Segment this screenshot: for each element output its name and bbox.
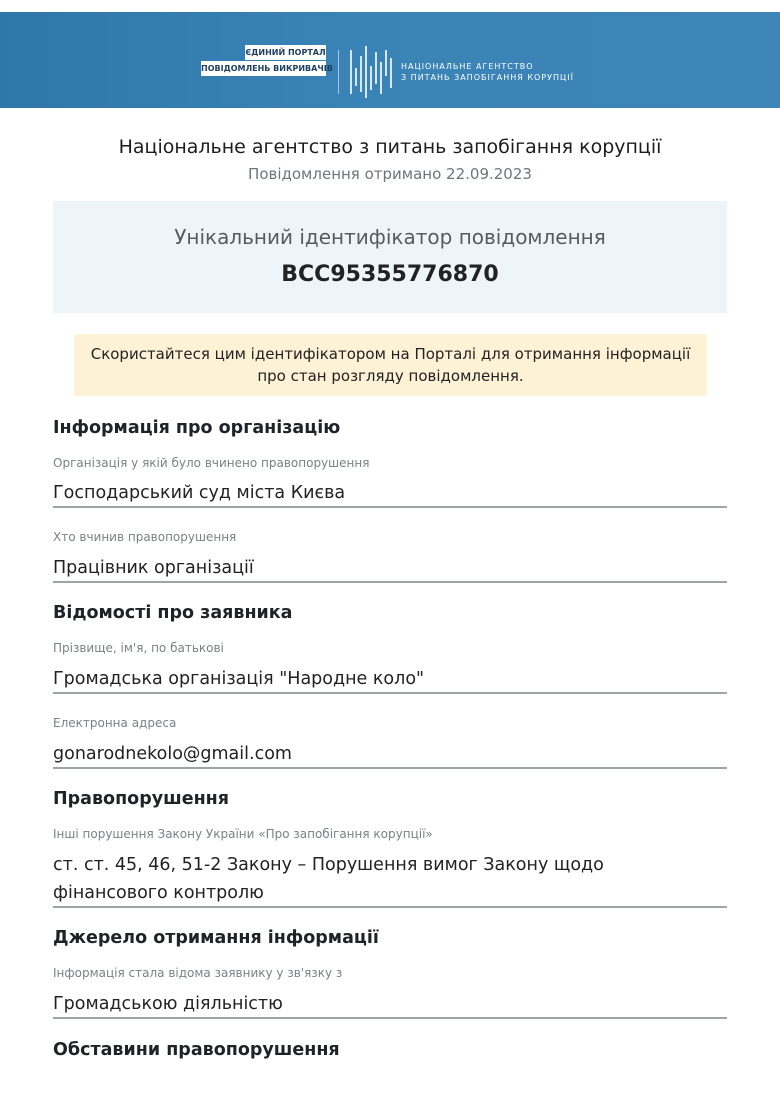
page-title: Національне агентство з питань запобігання корупції xyxy=(118,136,662,158)
field-underline xyxy=(53,581,727,583)
field-underline xyxy=(53,767,727,769)
field-label-offender: Хто вчинив правопорушення xyxy=(53,530,237,544)
portal-logo-line1: ЄДИНИЙ ПОРТАЛ xyxy=(245,45,326,60)
agency-logo-text xyxy=(401,61,574,83)
field-underline xyxy=(53,692,727,694)
received-date: Повідомлення отримано 22.09.2023 xyxy=(248,165,532,183)
identifier-value: BCC95355776870 xyxy=(281,262,499,287)
portal-logo-line2: ПОВІДОМЛЕНЬ ВИКРИВАЧІВ xyxy=(201,61,326,76)
field-value-source: Громадською діяльністю xyxy=(53,994,283,1014)
identifier-box xyxy=(53,201,727,313)
field-label-organization: Організація у якій було вчинено правопорушення xyxy=(53,456,370,470)
field-value-applicant-name: Громадська організація "Народне коло" xyxy=(53,669,425,689)
identifier-label: Унікальний ідентифікатор повідомлення xyxy=(174,225,606,249)
notice-line2: про стан розгляду повідомлення. xyxy=(257,367,524,385)
notice-banner xyxy=(74,334,707,396)
field-value-email: gonarodnekolo@gmail.com xyxy=(53,744,292,764)
agency-logo-line2: З ПИТАНЬ ЗАПОБІГАННЯ КОРУПЦІЇ xyxy=(401,73,574,82)
field-value-violation-line1: ст. ст. 45, 46, 51-2 Закону – Порушення вимог Закону щодо xyxy=(53,855,604,875)
section-heading-source: Джерело отримання інформації xyxy=(53,928,379,948)
field-value-organization: Господарський суд міста Києва xyxy=(53,483,346,503)
field-underline xyxy=(53,906,727,908)
section-heading-organization: Інформація про організацію xyxy=(53,418,341,438)
agency-logo-icon xyxy=(348,46,394,98)
agency-logo-line1: НАЦІОНАЛЬНЕ АГЕНТСТВО xyxy=(401,62,534,71)
section-heading-circumstances: Обставини правопорушення xyxy=(53,1040,340,1060)
logo-divider xyxy=(338,50,339,94)
field-value-violation xyxy=(53,851,727,907)
field-underline xyxy=(53,1017,727,1019)
field-label-source: Інформація стала відома заявнику у зв'язку з xyxy=(53,966,343,980)
field-label-email: Електронна адреса xyxy=(53,716,177,730)
field-value-offender: Працівник організації xyxy=(53,558,254,578)
field-value-violation-line2: фінансового контролю xyxy=(53,883,264,903)
field-label-applicant-name: Прізвище, ім'я, по батькові xyxy=(53,641,224,655)
section-heading-violation: Правопорушення xyxy=(53,789,229,809)
notice-line1: Скористайтеся цим ідентифікатором на Порталі для отримання інформації xyxy=(90,345,691,363)
field-label-violation: Інші порушення Закону України «Про запобігання корупції» xyxy=(53,827,433,841)
section-heading-applicant: Відомості про заявника xyxy=(53,603,293,623)
field-underline xyxy=(53,506,727,508)
header-banner xyxy=(0,12,780,108)
